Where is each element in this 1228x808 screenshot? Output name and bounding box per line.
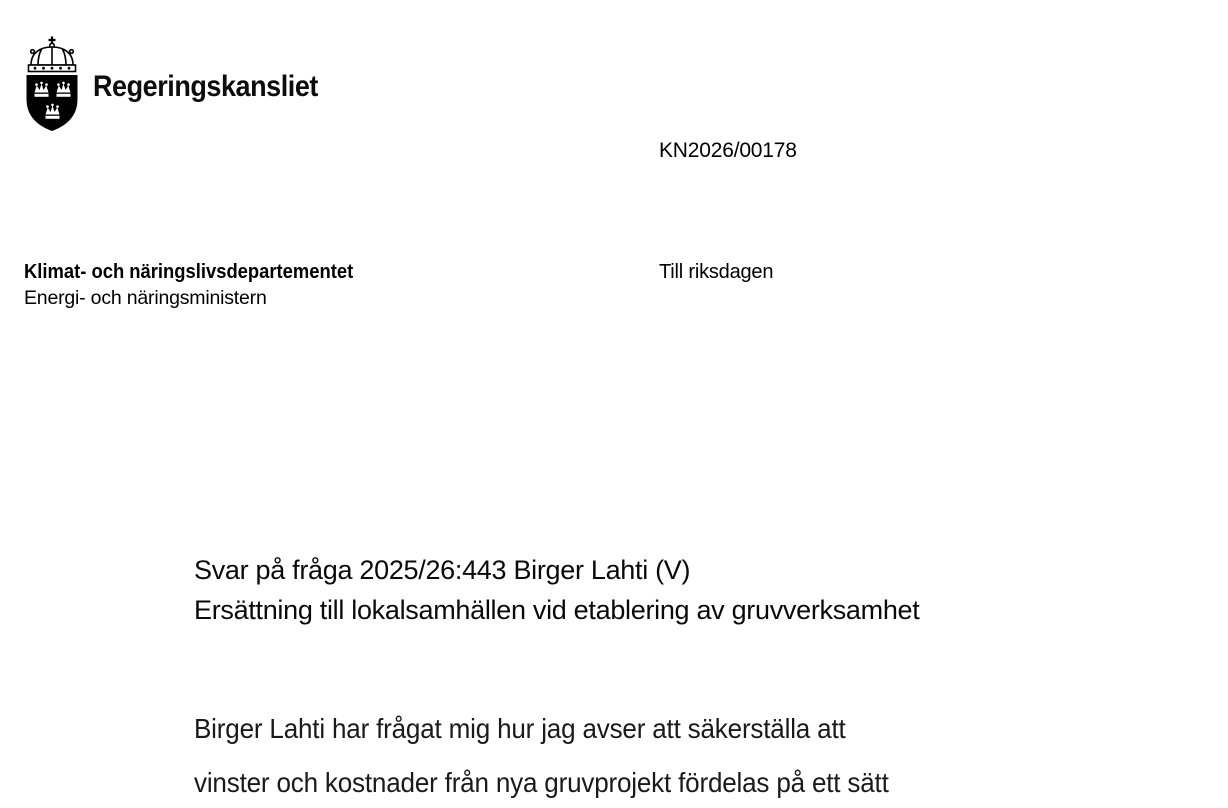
recipient-label: Till riksdagen bbox=[659, 261, 774, 283]
swedish-coat-of-arms-icon bbox=[24, 36, 80, 132]
document-title-line-2: Ersättning till lokalsamhällen vid etablering av gruvverksamhet bbox=[194, 595, 920, 625]
body-line-1: Birger Lahti har frågat mig hur jag avser att säkerställa att bbox=[194, 713, 846, 744]
document-body bbox=[194, 702, 889, 808]
org-name: Regeringskansliet bbox=[93, 70, 318, 103]
body-line-2: vinster och kostnader från nya gruvprojekt fördelas på ett sätt bbox=[194, 766, 889, 798]
department-name: Klimat- och näringslivsdepartementet bbox=[24, 261, 354, 283]
document-title bbox=[194, 550, 919, 630]
document-title-line-1: Svar på fråga 2025/26:443 Birger Lahti (V) bbox=[194, 555, 691, 585]
minister-title: Energi- och näringsministern bbox=[24, 287, 267, 309]
reference-number: KN2026/00178 bbox=[659, 139, 797, 162]
regeringskansliet-logo bbox=[24, 36, 318, 132]
